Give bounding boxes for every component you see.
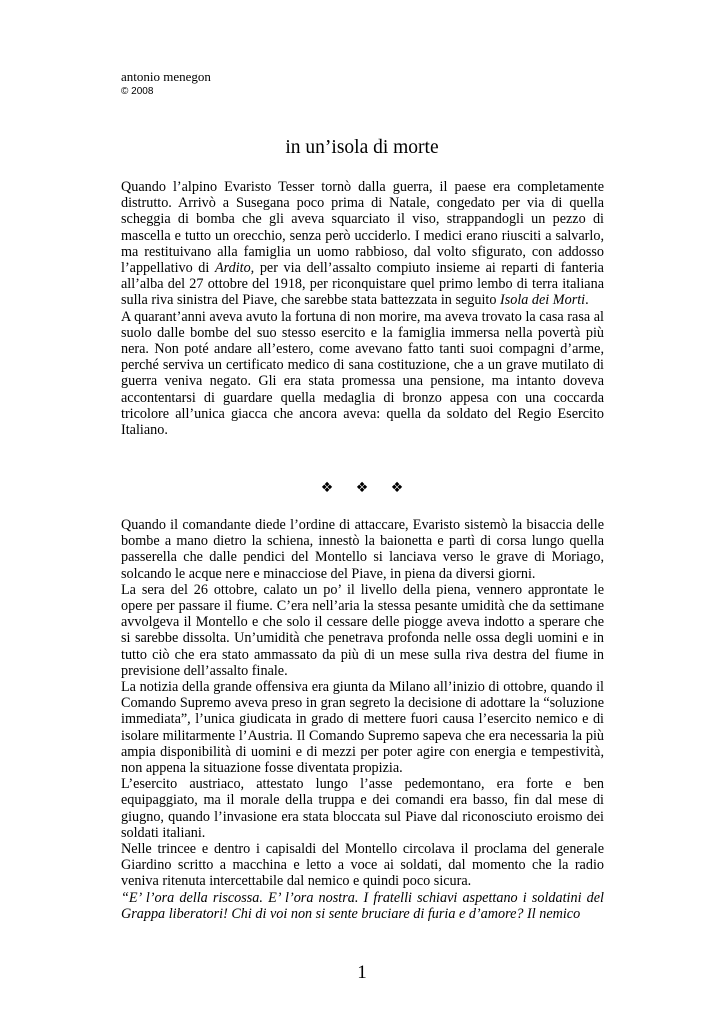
section-1 bbox=[121, 179, 604, 438]
paragraph-text: . bbox=[585, 292, 589, 309]
paragraph: La notizia della grande offensiva era giunta da Milano all’inizio di ottobre, quando il Comando Supremo aveva preso in gran segreto la decisione di adottare la “soluzione immediata”, l’unica giudicata in grado di mettere fuori causa l’esercito nemico e di isolare militarmente l’Austria. Il Comando Supremo sapeva che era necessaria la più ampia disponibilità di uomini e di mezzi per poter agire con energia e tempestività, non appena la situazione fosse diventata propizia. bbox=[121, 679, 604, 777]
italic-text: Ardito, bbox=[214, 260, 255, 277]
italic-text: “E’ l’ora della riscossa. E’ l’ora nostra. I fratelli schiavi aspettano i soldatini del Grappa liberatori! Chi di voi non si sente bruciare di furia e d’amore? Il nemico bbox=[121, 889, 604, 922]
paragraph: A quarant’anni aveva avuto la fortuna di non morire, ma aveva trovato la casa rasa al suolo dalle bombe del suo stesso esercito e la famiglia immersa nella povertà più nera. Non poté andare all’estero, come avevano fatto tanti suoi compagni d’arme, perché serviva un certificato medico di sana costituzione, che a un grave mutilato di guerra veniva negato. Gli era stata promessa una pensione, ma intanto doveva accontentarsi di guardare quella medaglia di bronzo appesa con una coccarda tricolore all’unica giacca che ancora aveva: quella da soldato del Regio Esercito Italiano. bbox=[121, 308, 604, 439]
italic-text: Isola dei Morti bbox=[499, 292, 586, 309]
diamond-ornament-icon: ❖ bbox=[320, 480, 334, 496]
page-number: 1 bbox=[357, 962, 367, 983]
document-title: in un’isola di morte bbox=[285, 137, 439, 158]
paragraph-quote bbox=[121, 890, 604, 922]
paragraph-text: per via dell’assalto compiuto insieme ai reparti di fanteria all’alba del 27 ottobre del 1918, per riconquistare quel primo lembo di terra italiana sulla riva sinistra del Piave, che sarebbe stata battezzata in seguito bbox=[121, 260, 604, 309]
paragraph: Nelle trincee e dentro i capisaldi del Montello circolava il proclama del generale Giardino scritto a macchina e letto a voce ai soldati, dal momento che la radio veniva ritenuta intercettabile dal nemico e quindi poco sicura. bbox=[121, 841, 604, 890]
paragraph: L’esercito austriaco, attestato lungo l’asse pedemontano, era forte e ben equipaggiato, ma il morale della truppa e dei comandi era basso, fin dal mese di giugno, quando l’invasione era stata bloccata sul Piave dal riconosciuto eroismo dei soldati italiani. bbox=[121, 776, 604, 841]
diamond-ornament-icon: ❖ bbox=[355, 480, 369, 496]
section-separator bbox=[0, 480, 724, 496]
copyright-notice: © 2008 bbox=[121, 86, 154, 97]
paragraph: Quando il comandante diede l’ordine di attaccare, Evaristo sistemò la bisaccia delle bombe a mano dietro la schiena, innestò la baionetta e partì di corsa lungo quella passerella che dalle pendici del Montello si lanciava verso le grave di Moriago, solcando le acque nere e minacciose del Piave, in piena da diversi giorni. bbox=[121, 517, 604, 582]
paragraph: La sera del 26 ottobre, calato un po’ il livello della piena, vennero approntate le opere per passare il fiume. C’era nell’aria la stessa pesante umidità che da settimane avvolgeva il Montello e che solo il cessare delle piogge aveva indotto a sperare che si sarebbe dissolta. Un’umidità che penetrava profonda nelle ossa degli uomini e in tutto ciò che era stato ammassato da più di un mese sulla riva destra del fiume in previsione dell’assalto finale. bbox=[121, 581, 604, 679]
paragraph bbox=[121, 179, 604, 309]
section-2 bbox=[121, 517, 604, 922]
diamond-ornament-icon: ❖ bbox=[390, 480, 404, 496]
paragraph-text: Quando l’alpino Evaristo Tesser tornò dalla guerra, il paese era completamente distrutto. Arrivò a Susegana poco prima di Natale, congedato per via di quella scheggia di bomba che gli aveva squarciato il viso, strappandogli un pezzo di mascella e tutto un orecchio, senza però ucciderlo. I medici erano riusciti a salvarlo, ma restituivano alla famiglia un uomo rabbioso, dal volto sfigurato, con addosso l’appellativo di bbox=[121, 179, 604, 277]
author-name: antonio menegon bbox=[121, 69, 211, 84]
